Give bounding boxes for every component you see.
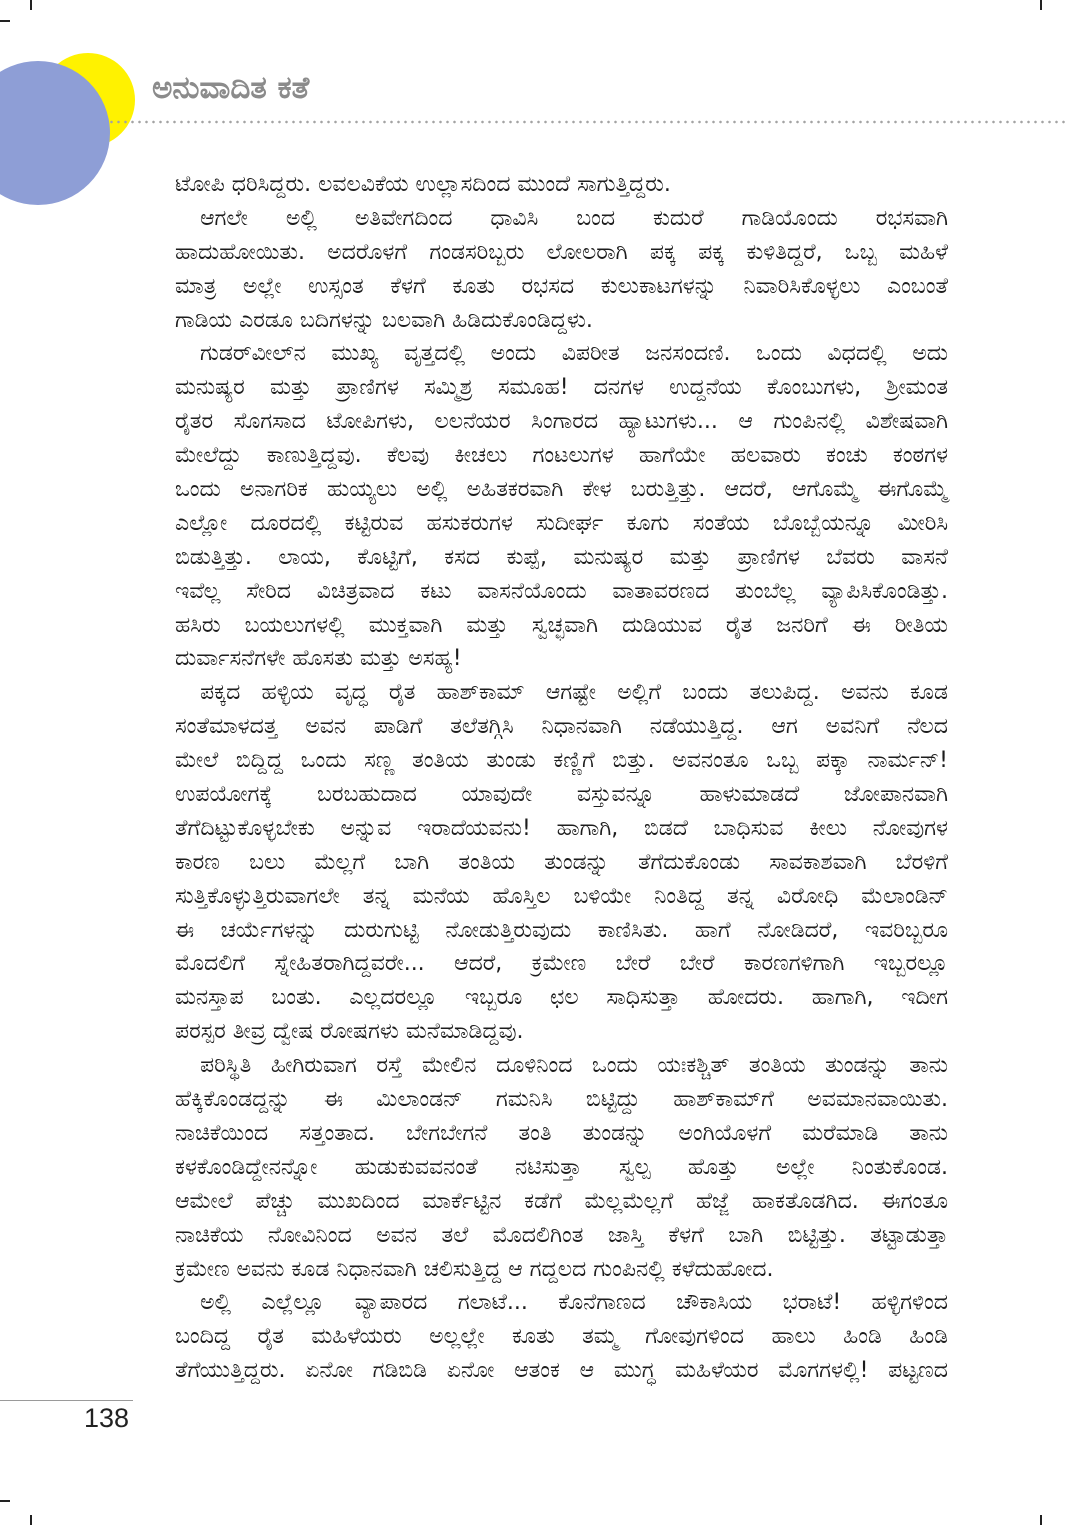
text-line: ಗಾಡಿಯ ಎರಡೂ ಬದಿಗಳನ್ನು ಬಲವಾಗಿ ಹಿಡಿದುಕೊಂಡಿದ್ದಳು. [175, 307, 593, 333]
crop-mark [30, 0, 32, 10]
text-line: ಉಪಯೋಗಕ್ಕೆ ಬರಬಹುದಾದ ಯಾವುದೇ ವಸ್ತುವನ್ನೂ ಹಾಳುಮಾಡದೆ ಜೋಪಾನವಾಗಿ [175, 782, 948, 808]
text-line: ಹೆಕ್ಕಿಕೊಂಡದ್ದನ್ನು ಈ ಮಿಲಾಂಡನ್ ಗಮನಿಸಿ ಬಿಟ್ಟಿದ್ದು ಹಾಶ್‌ಕಾಮ್‌ಗೆ ಅವಮಾನವಾಯಿತು. [175, 1087, 948, 1113]
running-header: ಅನುವಾದಿತ ಕತೆ [152, 70, 310, 106]
text-line: ಅಲ್ಲಿ ಎಲ್ಲೆಲ್ಲೂ ವ್ಯಾಪಾರದ ಗಲಾಟೆ... ಕೊನೆಗಾಣದ ಚೌಕಾಸಿಯ ಭರಾಟೆ! ಹಳ್ಳಿಗಳಿಂದ [200, 1290, 948, 1316]
text-line: ನಾಚಿಕೆಯಿಂದ ಸತ್ತಂತಾದ. ಬೇಗಬೇಗನೆ ತಂತಿ ತುಂಡನ್ನು ಅಂಗಿಯೊಳಗೆ ಮರೆಮಾಡಿ ತಾನು [175, 1120, 948, 1146]
text-line: ಈ ಚರ್ಯೆಗಳನ್ನು ದುರುಗುಟ್ಟಿ ನೋಡುತ್ತಿರುವುದು ಕಾಣಿಸಿತು. ಹಾಗೆ ನೋಡಿದರೆ, ಇವರಿಬ್ಬರೂ [175, 917, 948, 943]
text-line: ಮೇಲೆದ್ದು ಕಾಣುತ್ತಿದ್ದವು. ಕೆಲವು ಕೀಚಲು ಗಂಟಲುಗಳ ಹಾಗೆಯೇ ಹಲವಾರು ಕಂಚು ಕಂಠಗಳ [175, 443, 948, 469]
text-line: ಎಲ್ಲೋ ದೂರದಲ್ಲಿ ಕಟ್ಟಿರುವ ಹಸುಕರುಗಳ ಸುದೀರ್ಘ ಕೂಗು ಸಂತೆಯ ಬೊಬ್ಬೆಯನ್ನೂ ಮೀರಿಸಿ [175, 510, 948, 536]
paragraph [175, 1286, 948, 1388]
paragraph [175, 676, 948, 1049]
text-line: ಇವೆಲ್ಲ ಸೇರಿದ ವಿಚಿತ್ರವಾದ ಕಟು ವಾಸನೆಯೊಂದು ವಾತಾವರಣದ ತುಂಬೆಲ್ಲ ವ್ಯಾಪಿಸಿಕೊಂಡಿತ್ತು. [175, 578, 948, 604]
paragraph [175, 202, 948, 338]
text-line: ಮನಸ್ತಾಪ ಬಂತು. ಎಲ್ಲದರಲ್ಲೂ ಇಬ್ಬರೂ ಛಲ ಸಾಧಿಸುತ್ತಾ ಹೋದರು. ಹಾಗಾಗಿ, ಇದೀಗ [175, 985, 948, 1011]
text-line: ಗುಡರ್‌ವೀಲ್‌ನ ಮುಖ್ಯ ವೃತ್ತದಲ್ಲಿ ಅಂದು ವಿಪರೀತ ಜನಸಂದಣಿ. ಒಂದು ವಿಧದಲ್ಲಿ ಅದು [200, 341, 948, 367]
text-line: ಬಿಡುತ್ತಿತ್ತು. ಲಾಯ, ಕೊಟ್ಟಿಗೆ, ಕಸದ ಕುಪ್ಪೆ, ಮನುಷ್ಯರ ಮತ್ತು ಪ್ರಾಣಿಗಳ ಬೆವರು ವಾಸನೆ [175, 544, 948, 570]
text-line: ಪಕ್ಕದ ಹಳ್ಳಿಯ ವೃದ್ಧ ರೈತ ಹಾಶ್‌ಕಾಮ್ ಆಗಷ್ಟೇ ಅಲ್ಲಿಗೆ ಬಂದು ತಲುಪಿದ್ದ. ಅವನು ಕೂಡ [200, 680, 948, 706]
crop-mark [1040, 0, 1042, 10]
paragraph [175, 337, 948, 676]
text-line: ತೆಗೆದಿಟ್ಟುಕೊಳ್ಳಬೇಕು ಅನ್ನುವ ಇರಾದೆಯವನು! ಹಾಗಾಗಿ, ಬಿಡದೆ ಬಾಧಿಸುವ ಕೀಲು ನೋವುಗಳ [175, 815, 948, 841]
text-line: ಕ್ರಮೇಣ ಅವನು ಕೂಡ ನಿಧಾನವಾಗಿ ಚಲಿಸುತ್ತಿದ್ದ ಆ ಗದ್ದಲದ ಗುಂಪಿನಲ್ಲಿ ಕಳೆದುಹೋದ. [175, 1256, 774, 1282]
story-body [175, 168, 948, 1388]
text-line: ಆಮೇಲೆ ಪೆಚ್ಚು ಮುಖದಿಂದ ಮಾರ್ಕೆಟ್ಟಿನ ಕಡೆಗೆ ಮೆಲ್ಲಮೆಲ್ಲಗೆ ಹೆಜ್ಜೆ ಹಾಕತೊಡಗಿದ. ಈಗಂತೂ [175, 1188, 948, 1214]
text-line: ಕಳಕೊಂಡಿದ್ದೇನನ್ನೋ ಹುಡುಕುವವನಂತೆ ನಟಿಸುತ್ತಾ ಸ್ವಲ್ಪ ಹೊತ್ತು ಅಲ್ಲೇ ನಿಂತುಕೊಂಡ. [175, 1154, 948, 1180]
text-line: ಹಾದುಹೋಯಿತು. ಅದರೊಳಗೆ ಗಂಡಸರಿಬ್ಬರು ಲೋಲರಾಗಿ ಪಕ್ಕ ಪಕ್ಕ ಕುಳಿತಿದ್ದರೆ, ಒಬ್ಬ ಮಹಿಳೆ [175, 239, 948, 265]
text-line: ಒಂದು ಅನಾಗರಿಕ ಹುಯ್ಯಲು ಅಲ್ಲಿ ಅಹಿತಕರವಾಗಿ ಕೇಳ ಬರುತ್ತಿತ್ತು. ಆದರೆ, ಆಗೊಮ್ಮೆ ಈಗೊಮ್ಮೆ [175, 477, 948, 503]
text-line: ಹಸಿರು ಬಯಲುಗಳಲ್ಲಿ ಮುಕ್ತವಾಗಿ ಮತ್ತು ಸ್ವಚ್ಛವಾಗಿ ದುಡಿಯುವ ರೈತ ಜನರಿಗೆ ಈ ರೀತಿಯ [175, 612, 948, 638]
crop-mark [0, 20, 10, 22]
text-line: ದುರ್ವಾಸನೆಗಳೇ ಹೊಸತು ಮತ್ತು ಅಸಹ್ಯ! [175, 646, 462, 672]
header-divider [108, 120, 1065, 124]
text-line: ತೆಗೆಯುತ್ತಿದ್ದರು. ಏನೋ ಗಡಿಬಿಡಿ ಏನೋ ಆತಂಕ ಆ ಮುಗ್ಧ ಮಹಿಳೆಯರ ಮೊಗಗಳಲ್ಲಿ! ಪಟ್ಟಣದ [175, 1358, 948, 1384]
page-number: 138 [84, 1403, 130, 1433]
text-line: ಮನುಷ್ಯರ ಮತ್ತು ಪ್ರಾಣಿಗಳ ಸಮ್ಮಿಶ್ರ ಸಮೂಹ! ದನಗಳ ಉದ್ದನೆಯ ಕೊಂಬುಗಳು, ಶ್ರೀಮಂತ [175, 375, 948, 401]
text-line: ಪರಿಸ್ಥಿತಿ ಹೀಗಿರುವಾಗ ರಸ್ತೆ ಮೇಲಿನ ದೂಳಿನಿಂದ ಒಂದು ಯಃಕಶ್ಚಿತ್ ತಂತಿಯ ತುಂಡನ್ನು ತಾನು [200, 1053, 948, 1079]
page-number-rule [0, 1400, 133, 1401]
crop-mark [30, 1515, 32, 1525]
text-line: ಕಾರಣ ಬಲು ಮೆಲ್ಲಗೆ ಬಾಗಿ ತಂತಿಯ ತುಂಡನ್ನು ತೆಗೆದುಕೊಂಡು ಸಾವಕಾಶವಾಗಿ ಬೆರಳಿಗೆ [175, 849, 948, 875]
text-line: ಸಂತೆಮಾಳದತ್ತ ಅವನ ಪಾಡಿಗೆ ತಲೆತಗ್ಗಿಸಿ ನಿಧಾನವಾಗಿ ನಡೆಯುತ್ತಿದ್ದ. ಆಗ ಅವನಿಗೆ ನೆಲದ [175, 714, 948, 740]
text-line: ಮಾತ್ರ ಅಲ್ಲೇ ಉಸ್ಸಂತ ಕೆಳಗೆ ಕೂತು ರಭಸದ ಕುಲುಕಾಟಗಳನ್ನು ನಿವಾರಿಸಿಕೊಳ್ಳಲು ಎಂಬಂತೆ [175, 273, 948, 299]
text-line: ನಾಚಿಕೆಯ ನೋವಿನಿಂದ ಅವನ ತಲೆ ಮೊದಲಿಗಿಂತ ಜಾಸ್ತಿ ಕೆಳಗೆ ಬಾಗಿ ಬಿಟ್ಟಿತ್ತು. ತಟ್ಟಾಡುತ್ತಾ [175, 1222, 948, 1248]
text-line: ಮೇಲೆ ಬಿದ್ದಿದ್ದ ಒಂದು ಸಣ್ಣ ತಂತಿಯ ತುಂಡು ಕಣ್ಣಿಗೆ ಬಿತ್ತು. ಅವನಂತೂ ಒಬ್ಬ ಪಕ್ಕಾ ನಾರ್ಮನ್! [175, 748, 948, 774]
crop-mark [0, 1500, 10, 1502]
paragraph [175, 168, 948, 202]
crop-mark [1040, 1515, 1042, 1525]
text-line: ಆಗಲೇ ಅಲ್ಲಿ ಅತಿವೇಗದಿಂದ ಧಾವಿಸಿ ಬಂದ ಕುದುರೆ ಗಾಡಿಯೊಂದು ರಭಸವಾಗಿ [200, 205, 948, 231]
text-line: ರೈತರ ಸೊಗಸಾದ ಟೋಪಿಗಳು, ಲಲನೆಯರ ಸಿಂಗಾರದ ಹ್ಯಾಟುಗಳು... ಆ ಗುಂಪಿನಲ್ಲಿ ವಿಶೇಷವಾಗಿ [175, 409, 948, 435]
text-line: ಸುತ್ತಿಕೊಳ್ಳುತ್ತಿರುವಾಗಲೇ ತನ್ನ ಮನೆಯ ಹೊಸ್ತಿಲ ಬಳಿಯೇ ನಿಂತಿದ್ದ ತನ್ನ ವಿರೋಧಿ ಮೆಲಾಂಡಿನ್ [175, 883, 948, 909]
text-line: ಮೊದಲಿಗೆ ಸ್ನೇಹಿತರಾಗಿದ್ದವರೇ... ಆದರೆ, ಕ್ರಮೇಣ ಬೇರೆ ಬೇರೆ ಕಾರಣಗಳಿಗಾಗಿ ಇಬ್ಬರಲ್ಲೂ [175, 951, 948, 977]
text-line: ಟೋಪಿ ಧರಿಸಿದ್ದರು. ಲವಲವಿಕೆಯ ಉಲ್ಲಾಸದಿಂದ ಮುಂದೆ ಸಾಗುತ್ತಿದ್ದರು. [175, 172, 671, 197]
paragraph [175, 1049, 948, 1286]
text-line: ಬಂದಿದ್ದ ರೈತ ಮಹಿಳೆಯರು ಅಲ್ಲಲ್ಲೇ ಕೂತು ತಮ್ಮ ಗೋವುಗಳಿಂದ ಹಾಲು ಹಿಂಡಿ ಹಿಂಡಿ [175, 1324, 948, 1350]
text-line: ಪರಸ್ಪರ ತೀವ್ರ ದ್ವೇಷ ರೋಷಗಳು ಮನೆಮಾಡಿದ್ದವು. [175, 1019, 524, 1045]
